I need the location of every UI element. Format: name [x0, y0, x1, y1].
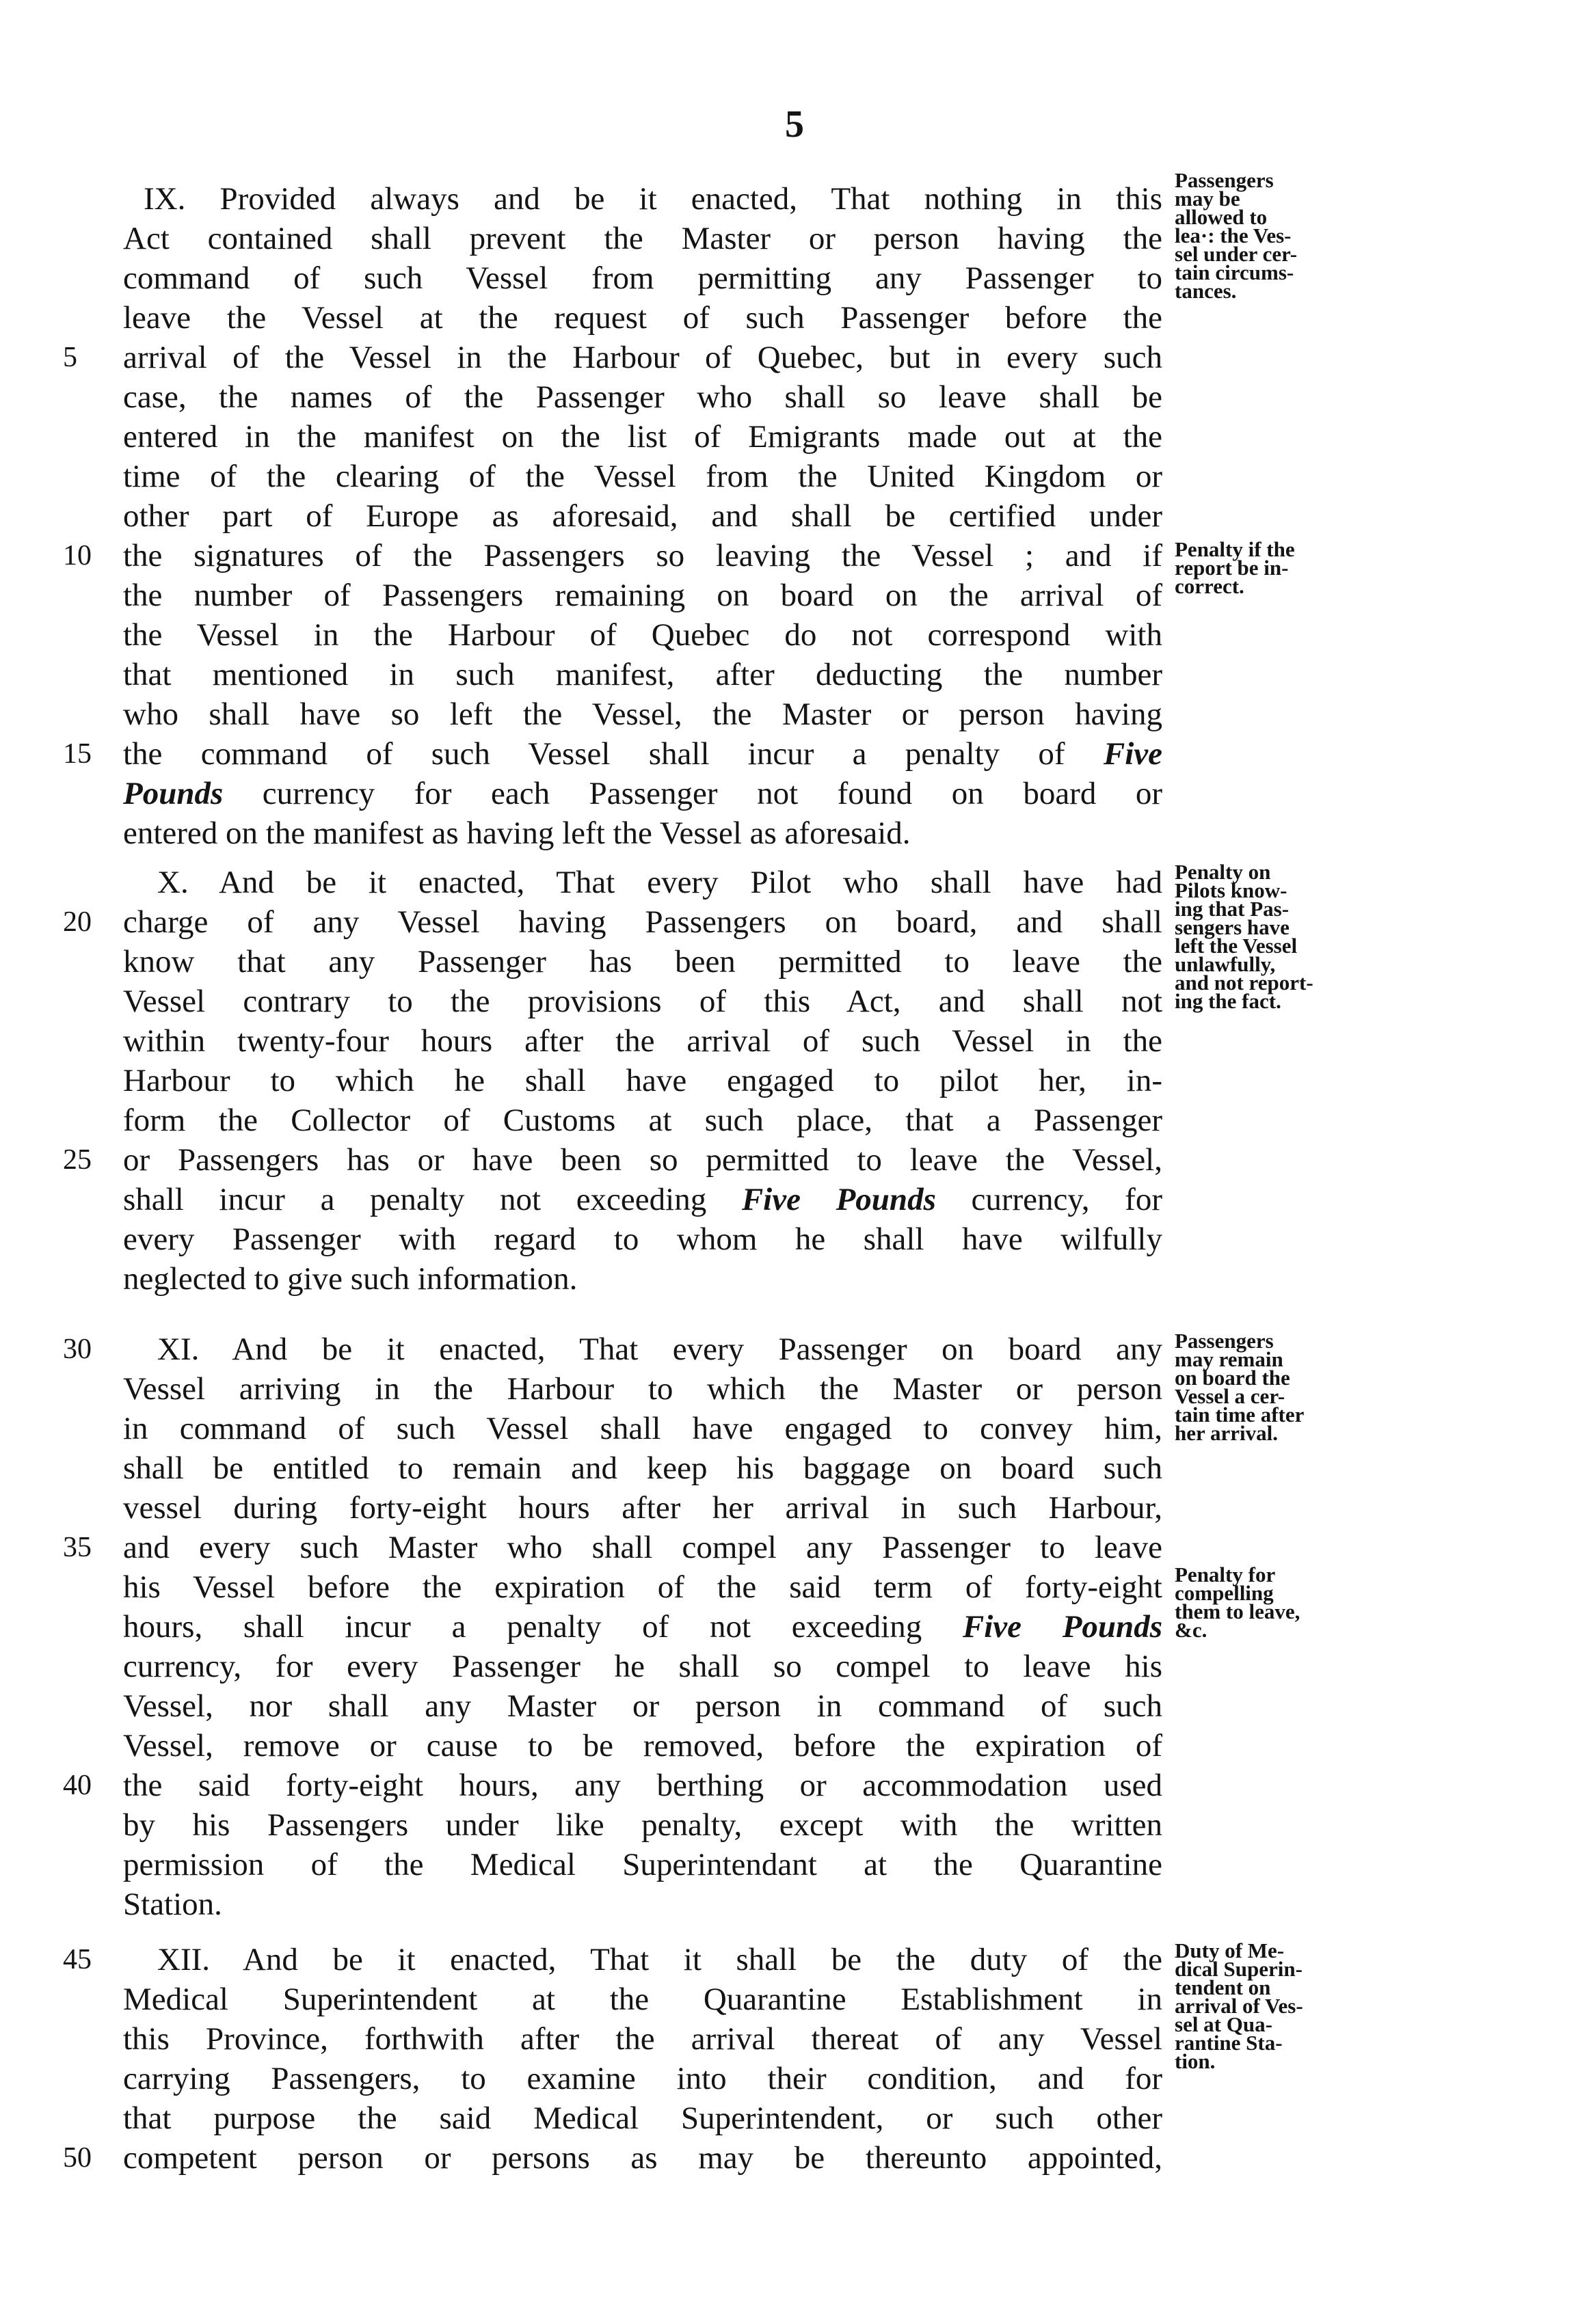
line-number: 45: [63, 1944, 92, 1975]
text-line-ix-10: the signatures of the Passengers so leaving the Vessel ; and if: [123, 538, 1162, 573]
text-line-xii-3: this Province, forthwith after the arrival thereat of any Vessel: [123, 2021, 1162, 2057]
margin-note-line: rantine Sta-: [1175, 2031, 1283, 2055]
text-line-xi-1: XI. And be it enacted, That every Passenger on board any: [157, 1332, 1162, 1367]
margin-note-line: Penalty on: [1175, 860, 1271, 884]
margin-note: [1175, 168, 1496, 303]
margin-note-line: left the Vessel: [1175, 934, 1298, 958]
margin-note-line: Passengers: [1175, 168, 1274, 192]
margin-note: [1175, 1938, 1496, 2073]
line-number: 50: [63, 2142, 92, 2174]
italic-phrase: Pounds: [123, 776, 224, 811]
text-line-xi-2: Vessel arriving in the Harbour to which the Master or person: [123, 1371, 1162, 1407]
margin-note-line: may remain: [1175, 1347, 1283, 1371]
text-line-xii-4: carrying Passengers, to examine into their condition, and for: [123, 2061, 1162, 2096]
text-line-xi-12: the said forty-eight hours, any berthing or accommodation used: [123, 1768, 1162, 1803]
italic-phrase: Five: [1103, 736, 1162, 772]
text-line-ix-3: command of such Vessel from permitting any Passenger to: [123, 260, 1162, 296]
margin-note-line: Vessel a cer-: [1175, 1384, 1285, 1408]
line-number: 10: [63, 540, 92, 571]
text-line-xi-3: in command of such Vessel shall have engaged to convey him,: [123, 1411, 1162, 1446]
margin-note-line: ing the fact.: [1175, 989, 1281, 1013]
text-line-x-9: shall incur a penalty not exceeding Five Pounds currency, for: [123, 1182, 1162, 1217]
margin-note-line: allowed to: [1175, 205, 1268, 229]
margin-note-line: arrival of Ves-: [1175, 1994, 1303, 2018]
margin-note-line: ing that Pas-: [1175, 897, 1290, 921]
line-number: 5: [63, 342, 77, 373]
margin-note-line: lea·: the Ves-: [1175, 224, 1292, 247]
margin-note-line: report be in-: [1175, 556, 1289, 580]
margin-note-line: on board the: [1175, 1366, 1290, 1390]
text-line-xi-4: shall be entitled to remain and keep his baggage on board such: [123, 1450, 1162, 1486]
text-line-xii-6: competent person or persons as may be thereunto appointed,: [123, 2140, 1162, 2176]
text-line-xi-15: Station.: [123, 1887, 222, 1922]
text-line-ix-13: that mentioned in such manifest, after deducting the number: [123, 657, 1162, 692]
text-line-x-5: within twenty-four hours after the arrival of such Vessel in the: [123, 1023, 1162, 1059]
margin-note-line: correct.: [1175, 574, 1244, 598]
text-line-ix-15: the command of such Vessel shall incur a penalty of Five: [123, 736, 1162, 772]
text-line-xi-5: vessel during forty-eight hours after her arrival in such Harbour,: [123, 1490, 1162, 1526]
text-line-xi-11: Vessel, remove or cause to be removed, before the expiration of: [123, 1728, 1162, 1764]
margin-note-line: Duty of Me-: [1175, 1938, 1285, 1962]
margin-note-line: sel under cer-: [1175, 242, 1298, 266]
margin-note-line: tain time after: [1175, 1403, 1305, 1427]
text-line-x-10: every Passenger with regard to whom he shall have wilfully: [123, 1221, 1162, 1257]
margin-note: [1175, 1329, 1496, 1445]
margin-note-line: Pilots know-: [1175, 878, 1287, 902]
text-line-ix-11: the number of Passengers remaining on board on the arrival of: [123, 578, 1162, 613]
text-line-x-4: Vessel contrary to the provisions of this Act, and shall not: [123, 984, 1162, 1019]
text-line-ix-17: entered on the manifest as having left the Vessel as aforesaid.: [123, 815, 911, 851]
margin-note-line: &c.: [1175, 1618, 1207, 1642]
margin-note-line: sel at Qua-: [1175, 2012, 1272, 2036]
text-line-ix-4: leave the Vessel at the request of such Passenger before the: [123, 300, 1162, 336]
text-line-x-3: know that any Passenger has been permitted to leave the: [123, 944, 1162, 979]
text-line-ix-2: Act contained shall prevent the Master or person having the: [123, 221, 1162, 256]
text-line-xii-2: Medical Superintendent at the Quarantine Establishment in: [123, 1982, 1162, 2017]
line-number: 20: [63, 906, 92, 938]
text-line-ix-14: who shall have so left the Vessel, the Master or person having: [123, 697, 1162, 732]
margin-note: [1175, 860, 1496, 1013]
margin-note-line: unlawfully,: [1175, 952, 1276, 976]
text-line-ix-12: the Vessel in the Harbour of Quebec do not correspond with: [123, 617, 1162, 653]
text-line-x-2: charge of any Vessel having Passengers on board, and shall: [123, 904, 1162, 940]
margin-note-line: tendent on: [1175, 1975, 1271, 1999]
text-line-xi-13: by his Passengers under like penalty, except with the written: [123, 1807, 1162, 1843]
margin-note: [1175, 1563, 1496, 1642]
margin-note-line: them to leave,: [1175, 1599, 1300, 1623]
text-line-ix-1: IX. Provided always and be it enacted, That nothing in this: [144, 181, 1162, 217]
italic-phrase: Five Pounds: [741, 1182, 936, 1217]
text-line-xi-14: permission of the Medical Superintendant at the Quarantine: [123, 1847, 1162, 1882]
margin-note: [1175, 537, 1496, 598]
margin-note-line: tances.: [1175, 279, 1237, 303]
margin-note-line: tain circums-: [1175, 260, 1294, 284]
line-number: 30: [63, 1334, 92, 1365]
margin-note-line: sengers have: [1175, 915, 1290, 939]
text-line-ix-6: case, the names of the Passenger who shall so leave shall be: [123, 379, 1162, 415]
text-line-xi-10: Vessel, nor shall any Master or person in command of such: [123, 1688, 1162, 1724]
margin-note-line: may be: [1175, 187, 1240, 211]
line-number: 25: [63, 1144, 92, 1176]
line-number: 15: [63, 738, 92, 770]
line-number: 40: [63, 1770, 92, 1801]
line-number: 35: [63, 1532, 92, 1563]
page-number: 5: [785, 103, 804, 146]
margin-note-line: Penalty for: [1175, 1563, 1276, 1586]
text-line-xi-7: his Vessel before the expiration of the said term of forty-eight: [123, 1569, 1162, 1605]
text-line-ix-9: other part of Europe as aforesaid, and shall be certified under: [123, 498, 1162, 534]
text-line-xi-6: and every such Master who shall compel any Passenger to leave: [123, 1530, 1162, 1565]
text-line-xii-1: XII. And be it enacted, That it shall be the duty of the: [157, 1942, 1162, 1977]
text-line-xi-8: hours, shall incur a penalty of not exceeding Five Pounds: [123, 1609, 1162, 1645]
italic-phrase: Five Pounds: [962, 1609, 1162, 1645]
text-line-x-6: Harbour to which he shall have engaged to pilot her, in-: [123, 1063, 1162, 1098]
margin-note-line: compelling: [1175, 1581, 1274, 1605]
margin-note-line: tion.: [1175, 2049, 1216, 2073]
text-line-ix-8: time of the clearing of the Vessel from the United Kingdom or: [123, 459, 1162, 494]
text-line-x-1: X. And be it enacted, That every Pilot who shall have had: [157, 865, 1162, 900]
text-line-ix-16: Pounds currency for each Passenger not found on board or: [123, 776, 1162, 811]
margin-note-line: and not report-: [1175, 971, 1313, 995]
margin-note-line: her arrival.: [1175, 1421, 1278, 1445]
text-line-xii-5: that purpose the said Medical Superintendent, or such other: [123, 2100, 1162, 2136]
margin-note-line: Passengers: [1175, 1329, 1274, 1353]
text-line-x-11: neglected to give such information.: [123, 1261, 578, 1297]
text-line-x-7: form the Collector of Customs at such place, that a Passenger: [123, 1103, 1162, 1138]
text-line-x-8: or Passengers has or have been so permitted to leave the Vessel,: [123, 1142, 1162, 1178]
text-line-xi-9: currency, for every Passenger he shall so compel to leave his: [123, 1649, 1162, 1684]
text-line-ix-7: entered in the manifest on the list of Emigrants made out at the: [123, 419, 1162, 455]
text-line-ix-5: arrival of the Vessel in the Harbour of Quebec, but in every such: [123, 340, 1162, 375]
margin-note-line: dical Superin-: [1175, 1957, 1303, 1981]
margin-note-line: Penalty if the: [1175, 537, 1295, 561]
